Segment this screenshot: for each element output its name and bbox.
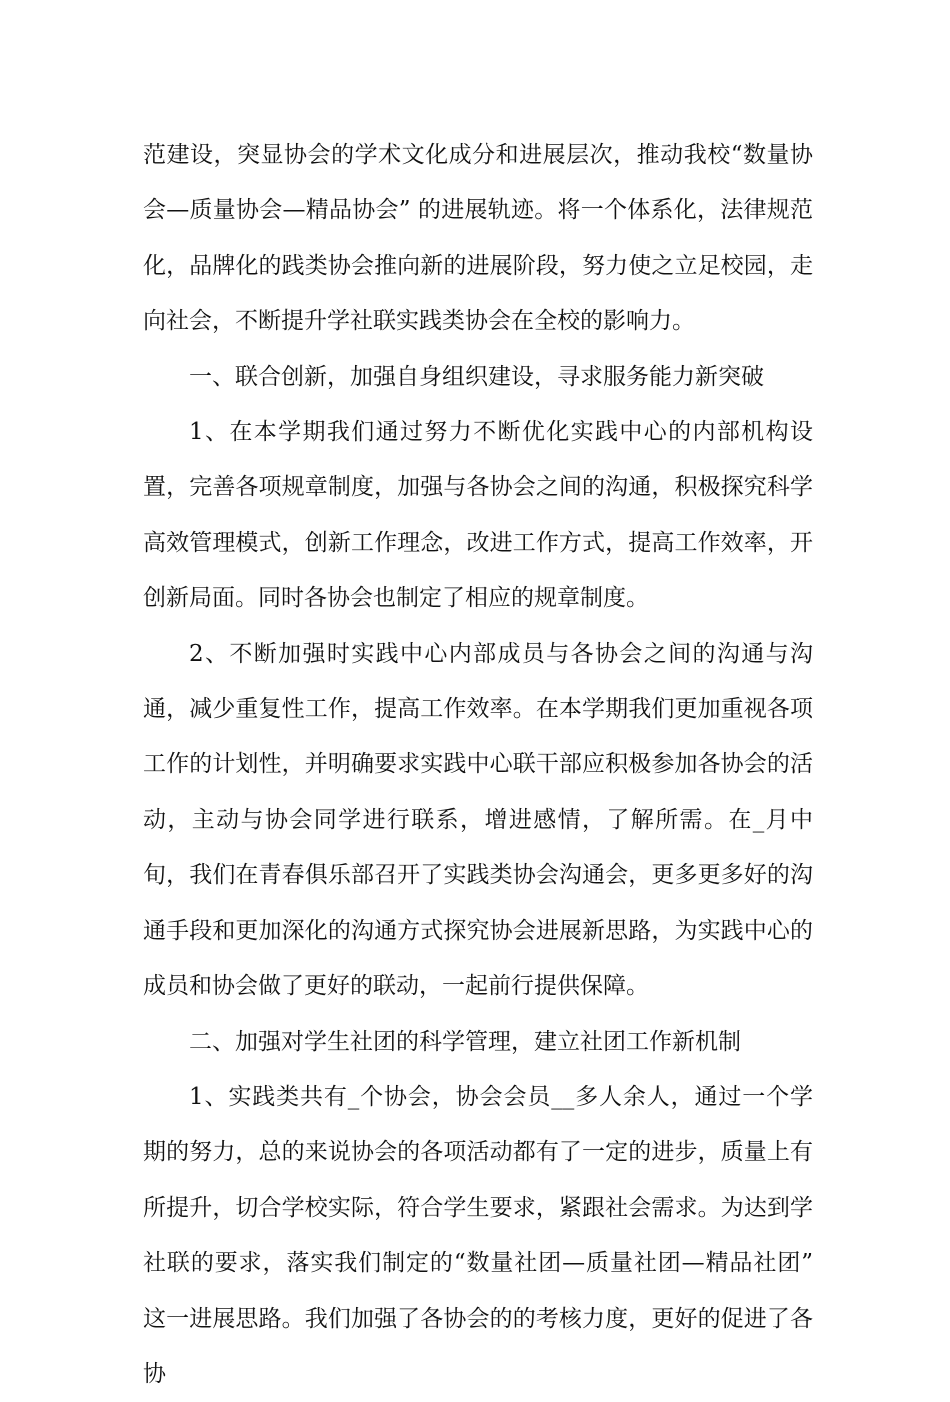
paragraph-item-1: 1、在本学期我们通过努力不断优化实践中心的内部机构设置，完善各项规章制度，加强与各协会之间的沟通，积极探究科学高效管理模式，创新工作理念，改进工作方式，提高工作效率，开创新局面。同时各协会也制定了相应的规章制度。 <box>143 419 813 612</box>
section-heading-1: 一、联合创新，加强自身组织建设，寻求服务能力新突破 <box>189 363 764 390</box>
document-body <box>143 128 813 1402</box>
paragraph-continuation: 范建设，突显协会的学术文化成分和进展层次，推动我校“数量协会—质量协会—精品协会” 的进展轨迹。将一个体系化，法律规范化，品牌化的践类协会推向新的进展阶段，努力使之立足校园，走向社会，不断提升学社联实践类协会在全校的影响力。 <box>143 142 813 335</box>
paragraph-item-2: 2、不断加强时实践中心内部成员与各协会之间的沟通与沟通，减少重复性工作，提高工作效率。在本学期我们更加重视各项工作的计划性，并明确要求实践中心联干部应积极参加各协会的活动，主动与协会同学进行联系，增进感情，了解所需。在_月中旬，我们在青春俱乐部召开了实践类协会沟通会，更多更多好的沟通手段和更加深化的沟通方式探究协会进展新思路，为实践中心的成员和协会做了更好的联动，一起前行提供保障。 <box>143 640 813 1000</box>
paragraph-item-3: 1、实践类共有_个协会，协会会员__多人余人，通过一个学期的努力，总的来说协会的各项活动都有了一定的进步，质量上有所提升，切合学校实际，符合学生要求，紧跟社会需求。为达到学社联的要求，落实我们制定的“数量社团—质量社团—精品社团” 这一进展思路。我们加强了各协会的的考核力度，更好的促进了各协 <box>143 1083 813 1387</box>
section-heading-2: 二、加强对学生社团的科学管理，建立社团工作新机制 <box>189 1028 741 1055</box>
